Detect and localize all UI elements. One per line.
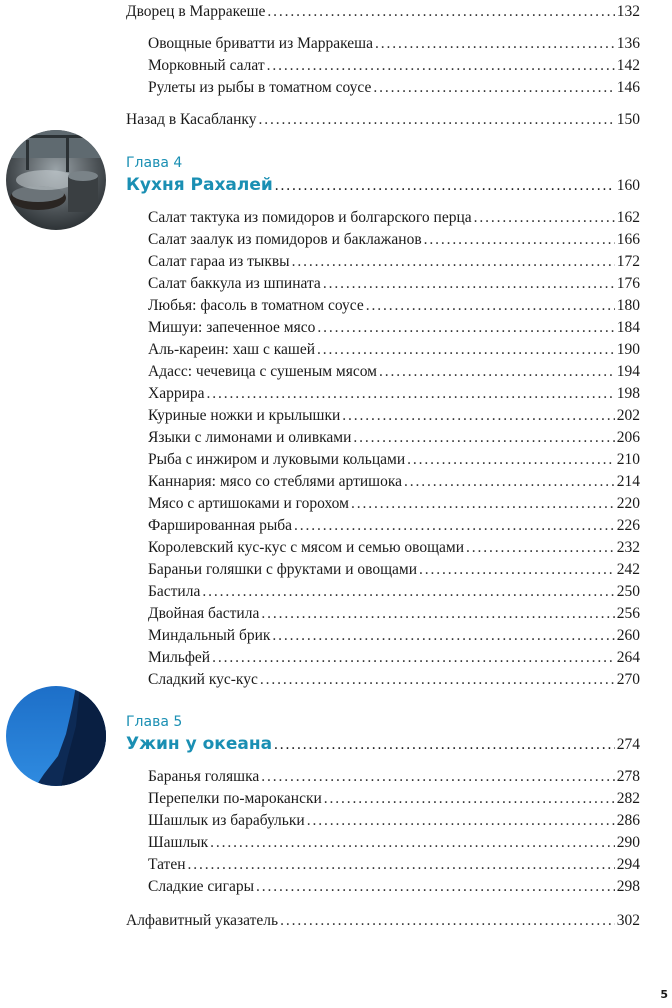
toc-entry[interactable] xyxy=(148,789,640,811)
toc-entry-title: Мясо с артишоками и горохом xyxy=(148,495,349,512)
chapter4-label: Глава 4 xyxy=(126,155,183,171)
toc-entry-title: Ужин у океана xyxy=(126,734,273,754)
toc-entry[interactable] xyxy=(126,110,640,132)
toc-entry-page: 256 xyxy=(616,605,640,622)
dot-leader xyxy=(210,833,615,853)
toc-entry-title: Шашлык из барабульки xyxy=(148,812,305,829)
dot-leader xyxy=(258,110,614,130)
toc-entry-page: 226 xyxy=(616,517,640,534)
toc-entry[interactable] xyxy=(148,340,640,362)
toc-entry[interactable] xyxy=(148,428,640,450)
toc-entry[interactable] xyxy=(148,34,640,56)
dot-leader xyxy=(366,296,615,316)
toc-entry-chapter5-title[interactable] xyxy=(126,734,640,758)
dot-leader xyxy=(294,516,615,536)
dot-leader xyxy=(373,78,614,98)
dot-leader xyxy=(292,252,615,272)
dot-leader xyxy=(317,340,615,360)
dot-leader xyxy=(307,811,615,831)
toc-entry[interactable] xyxy=(148,582,640,604)
toc-entry-title: Мильфей xyxy=(148,649,211,666)
toc-entry[interactable] xyxy=(148,384,640,406)
dot-leader xyxy=(351,494,615,514)
toc-entry-page: 220 xyxy=(616,495,640,512)
toc-entry[interactable] xyxy=(148,56,640,78)
toc-entry-title: Овощные бриватти из Марракеша xyxy=(148,35,373,52)
toc-entry-page: 290 xyxy=(616,834,640,851)
toc-entry-title: Салат тактука из помидоров и болгарского перца xyxy=(148,209,472,226)
toc-entry-title: Салат гараа из тыквы xyxy=(148,253,290,270)
toc-entry-page: 162 xyxy=(616,209,640,226)
toc-entry[interactable] xyxy=(148,670,640,692)
dot-leader xyxy=(375,34,615,54)
toc-entry[interactable] xyxy=(148,648,640,670)
toc-entry-title: Перепелки по-марокански xyxy=(148,790,322,807)
toc-entry-title: Аль-кареин: хаш с кашей xyxy=(148,341,316,358)
toc-entry-title: Рулеты из рыбы в томатном соусе xyxy=(148,79,372,96)
toc-entry-title: Сладкий кус-кус xyxy=(148,671,258,688)
chapter4-image xyxy=(6,130,106,230)
toc-entry-title: Шашлык xyxy=(148,834,209,851)
toc-entry-page: 198 xyxy=(616,385,640,402)
dot-leader xyxy=(323,274,615,294)
chapter5-image xyxy=(6,686,106,786)
kitchen-photo-icon xyxy=(6,130,106,230)
toc-entry[interactable] xyxy=(148,208,640,230)
toc-entry-page: 172 xyxy=(616,253,640,270)
dot-leader xyxy=(272,626,614,646)
toc-entry[interactable] xyxy=(148,450,640,472)
toc-entry-title: Адасс: чечевица с сушеным мясом xyxy=(148,363,377,380)
toc-entry[interactable] xyxy=(148,560,640,582)
toc-entry-title: Фаршированная рыба xyxy=(148,517,293,534)
dot-leader xyxy=(379,362,615,382)
dot-leader xyxy=(317,318,614,338)
toc-entry-title: Кухня Рахалей xyxy=(126,175,273,195)
chapter5-label: Глава 5 xyxy=(126,714,183,730)
toc-entry-page: 278 xyxy=(616,768,640,785)
toc-entry-title: Языки с лимонами и оливками xyxy=(148,429,352,446)
dot-leader xyxy=(280,911,615,931)
toc-entry-title: Татен xyxy=(148,856,186,873)
dot-leader xyxy=(267,2,614,22)
toc-entry-page: 132 xyxy=(616,3,640,20)
toc-entry-page: 298 xyxy=(616,878,640,895)
toc-entry-page: 166 xyxy=(616,231,640,248)
toc-entry[interactable] xyxy=(148,767,640,789)
dot-leader xyxy=(324,789,615,809)
toc-entry-title: Королевский кус-кус с мясом и семью овощами xyxy=(148,539,465,556)
toc-entry-page: 242 xyxy=(616,561,640,578)
toc-entry-chapter4-title[interactable] xyxy=(126,175,640,199)
dot-leader xyxy=(419,560,615,580)
dot-leader xyxy=(212,648,615,668)
dot-leader xyxy=(261,767,614,787)
toc-entry-title: Алфавитный указатель xyxy=(126,912,279,929)
toc-entry-title: Салат баккула из шпината xyxy=(148,275,321,292)
toc-entry-page: 136 xyxy=(616,35,640,52)
toc-entry-page: 184 xyxy=(616,319,640,336)
toc-entry[interactable] xyxy=(148,516,640,538)
toc-entry-page: 176 xyxy=(616,275,640,292)
toc-entry[interactable] xyxy=(148,472,640,494)
toc-entry-page: 232 xyxy=(616,539,640,556)
toc-entry-page: 260 xyxy=(616,627,640,644)
toc-entry[interactable] xyxy=(148,78,640,100)
dot-leader xyxy=(261,604,614,624)
toc-entry-title: Каннария: мясо со стеблями артишока xyxy=(148,473,403,490)
toc-entry-page: 286 xyxy=(616,812,640,829)
toc-entry-title: Бастила xyxy=(148,583,201,600)
toc-entry-title: Куриные ножки и крылышки xyxy=(148,407,341,424)
toc-entry[interactable] xyxy=(148,362,640,384)
toc-entry-page: 294 xyxy=(616,856,640,873)
toc-entry-page: 274 xyxy=(616,736,640,753)
toc-entry-title: Двойная бастила xyxy=(148,605,260,622)
dot-leader xyxy=(267,56,615,76)
toc-entry[interactable] xyxy=(148,406,640,428)
toc-entry-title: Мишуи: запеченное мясо xyxy=(148,319,316,336)
toc-entry[interactable] xyxy=(126,2,640,24)
toc-entry-page: 190 xyxy=(616,341,640,358)
toc-entry-title: Морковный салат xyxy=(148,57,265,74)
ocean-cliff-photo-icon xyxy=(6,686,106,786)
toc-entry-title: Назад в Касабланку xyxy=(126,111,257,128)
dot-leader xyxy=(188,855,615,875)
dot-leader xyxy=(474,208,615,228)
toc-entry-page: 146 xyxy=(616,79,640,96)
toc-entry[interactable] xyxy=(148,626,640,648)
toc-entry-page: 270 xyxy=(616,671,640,688)
toc-entry-title: Харрира xyxy=(148,385,205,402)
toc-entry[interactable] xyxy=(148,811,640,833)
toc-entry-page: 194 xyxy=(616,363,640,380)
toc-entry-page: 210 xyxy=(616,451,640,468)
toc-entry-title: Миндальный брик xyxy=(148,627,271,644)
toc-entry-title: Рыба с инжиром и луковыми кольцами xyxy=(148,451,406,468)
dot-leader xyxy=(202,582,614,602)
toc-entry[interactable] xyxy=(148,855,640,877)
toc-entry[interactable] xyxy=(148,296,640,318)
dot-leader xyxy=(207,384,615,404)
toc-entry-page: 180 xyxy=(616,297,640,314)
toc-entry[interactable] xyxy=(148,604,640,626)
dot-leader xyxy=(260,670,615,690)
toc-entry-page: 142 xyxy=(616,57,640,74)
toc-entry-page: 302 xyxy=(616,912,640,929)
dot-leader xyxy=(424,230,615,250)
dot-leader xyxy=(342,406,614,426)
toc-entry-title: Дворец в Марракеше xyxy=(126,3,266,20)
toc-entry[interactable] xyxy=(148,230,640,252)
toc-entry-page: 150 xyxy=(616,111,640,128)
toc-entry[interactable] xyxy=(148,252,640,274)
dot-leader xyxy=(256,877,615,897)
toc-entry[interactable] xyxy=(148,494,640,516)
dot-leader xyxy=(275,176,615,196)
toc-entry[interactable] xyxy=(148,274,640,296)
toc-entry-page: 264 xyxy=(616,649,640,666)
toc-entry-title: Любья: фасоль в томатном соусе xyxy=(148,297,364,314)
toc-entry[interactable] xyxy=(148,877,640,899)
page-number: 5 xyxy=(660,988,668,1001)
dot-leader xyxy=(466,538,615,558)
dot-leader xyxy=(353,428,614,448)
toc-entry-title: Сладкие сигары xyxy=(148,878,254,895)
toc-entry-page: 250 xyxy=(616,583,640,600)
toc-entry[interactable] xyxy=(148,318,640,340)
toc-entry-title: Баранья голяшка xyxy=(148,768,260,785)
toc-entry-title: Бараньи голяшки с фруктами и овощами xyxy=(148,561,418,578)
toc-entry-page: 160 xyxy=(616,177,640,194)
toc-entry-page: 202 xyxy=(616,407,640,424)
dot-leader xyxy=(274,735,615,755)
toc-entry-page: 206 xyxy=(616,429,640,446)
toc-entry[interactable] xyxy=(148,538,640,560)
toc-entry-page: 214 xyxy=(616,473,640,490)
toc-entry[interactable] xyxy=(148,833,640,855)
dot-leader xyxy=(407,450,615,470)
toc-entry-title: Салат заалук из помидоров и баклажанов xyxy=(148,231,422,248)
toc-entry-index[interactable] xyxy=(126,911,640,933)
dot-leader xyxy=(404,472,615,492)
toc-entry-page: 282 xyxy=(616,790,640,807)
